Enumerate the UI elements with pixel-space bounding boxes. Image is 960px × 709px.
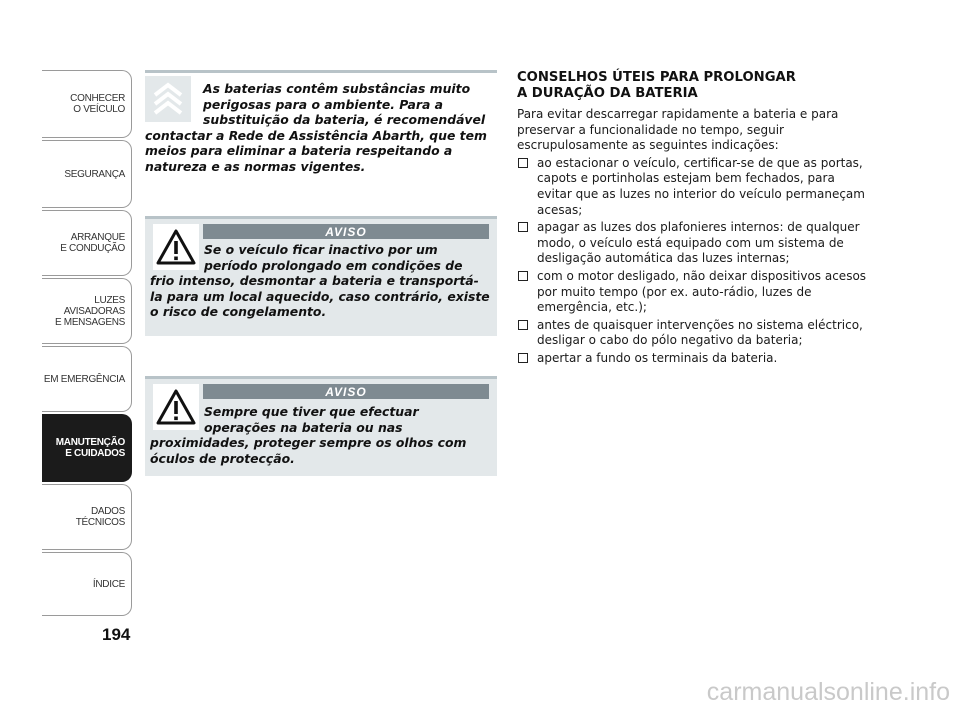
- checkbox-bullet-icon: [518, 353, 528, 363]
- tab-arranque-e-conducao[interactable]: ARRANQUE E CONDUÇÃO: [42, 210, 132, 276]
- checkbox-bullet-icon: [518, 271, 528, 281]
- tab-conhecer-o-veiculo[interactable]: CONHECER O VEÍCULO: [42, 70, 132, 138]
- checkbox-bullet-icon: [518, 158, 528, 168]
- note-top-rule: [145, 70, 497, 73]
- tab-luzes-avisadoras[interactable]: LUZES AVISADORAS E MENSAGENS: [42, 278, 132, 344]
- tips-list: [517, 156, 867, 367]
- checkbox-bullet-icon: [518, 320, 528, 330]
- section-heading: CONSELHOS ÚTEIS PARA PROLONGAR A DURAÇÃO DA BATERIA: [517, 70, 796, 101]
- tab-em-emergencia[interactable]: EM EMERGÊNCIA: [42, 346, 132, 412]
- list-item: apertar a fundo os terminais da bateria.: [517, 351, 867, 367]
- battery-tips-section: [517, 70, 867, 369]
- warning-box-cold: [145, 216, 497, 336]
- checkbox-bullet-icon: [518, 222, 528, 232]
- list-item: apagar as luzes dos plafonieres internos: de qualquer modo, o veículo está equipado com um sistema de desligação automática das luzes internas;: [517, 220, 867, 267]
- warning-top-rule: [145, 216, 497, 219]
- tab-seguranca[interactable]: SEGURANÇA: [42, 140, 132, 208]
- warning-cold-text: Se o veículo ficar inactivo por um período prolongado em condições de frio intenso, desmontar a bateria e transportá-la para um local aquecido, caso contrário, existe o risco de congelamento.: [150, 242, 490, 320]
- tab-manutencao-e-cuidados[interactable]: MANUTENÇÃO E CUIDADOS: [42, 414, 132, 482]
- warning-box-eye-protection: [145, 376, 497, 476]
- intro-paragraph: Para evitar descarregar rapidamente a bateria e para preservar a funcionalidade no tempo, seguir escrupulosamente as seguintes indicações:: [517, 107, 839, 153]
- warning-eye-text: Sempre que tiver que efectuar operações na bateria ou nas proximidades, proteger sempre os olhos com óculos de protecção.: [150, 404, 467, 466]
- tab-dados-tecnicos[interactable]: DADOS TÉCNICOS: [42, 484, 132, 550]
- list-item: ao estacionar o veículo, certificar-se de que as portas, capots e portinholas estejam bem fechados, para evitar que as luzes no interior do veículo permaneçam acesas;: [517, 156, 867, 218]
- list-item: com o motor desligado, não deixar dispositivos acesos por muito tempo (por ex. auto-rádio, luzes de emergência, etc.);: [517, 269, 867, 316]
- warning-top-rule: [145, 376, 497, 379]
- list-item: antes de quaisquer intervenções no sistema eléctrico, desligar o cabo do pólo negativo da bateria;: [517, 318, 867, 349]
- aviso-title-bar: AVISO: [203, 384, 489, 399]
- tab-indice[interactable]: ÍNDICE: [42, 552, 132, 616]
- aviso-title-bar: AVISO: [203, 224, 489, 239]
- environment-note-text: As baterias contêm substâncias muito perigosas para o ambiente. Para a substituição da bateria, é recomendável contactar a Rede de Assistência Abarth, que tem meios para eliminar a bateria respeitando a natureza e as normas vigentes.: [145, 81, 487, 174]
- environment-note: [145, 70, 497, 182]
- page-number: 194: [102, 625, 131, 644]
- watermark: carmanualsonline.info: [706, 678, 950, 706]
